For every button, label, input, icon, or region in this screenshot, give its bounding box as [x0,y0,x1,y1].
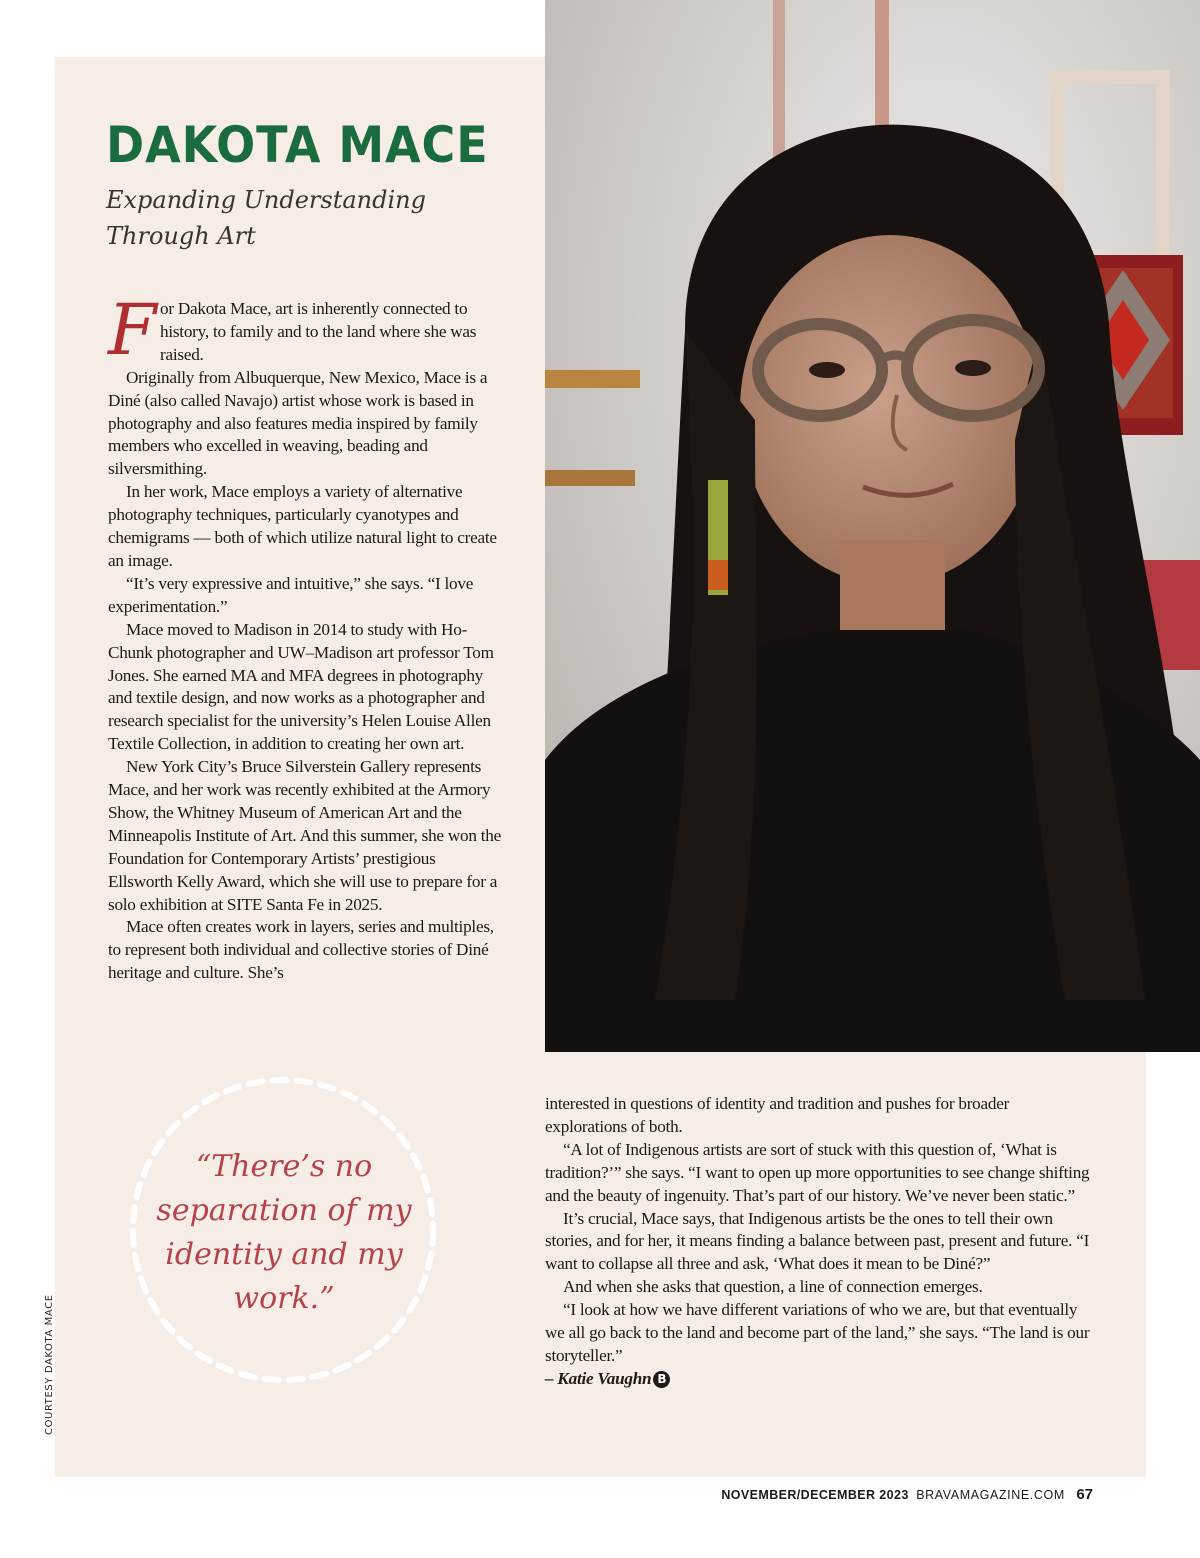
author-byline [545,1368,1090,1391]
page-footer [721,1486,1093,1503]
body-paragraph: “It’s very expressive and intuitive,” she says. “I love experimentation.” [108,573,474,616]
body-column-left [108,289,503,985]
page-number: 67 [1076,1486,1093,1503]
portrait-illustration [545,0,1200,1052]
body-column-right [545,1093,1090,1391]
portrait-photo [545,0,1200,1052]
body-paragraph: Mace moved to Madison in 2014 to study with Ho-Chunk photographer and UW–Madison art professor Tom Jones. She earned MA and MFA degrees in photography and textile design, and now works as a photographer and research specialist for the university’s Helen Louise Allen Textile Collection, in addition to creating her own art. [108,619,494,754]
byline-text: – Katie Vaughn [545,1368,652,1388]
body-paragraph: In her work, Mace employs a variety of alternative photography techniques, particularly cyanotypes and chemigrams — both of which utilize natural light to create an image. [108,482,497,570]
body-paragraph: “I look at how we have different variations of who we are, but that eventually we all go back to the land and become part of the land,” she says. “The land is our storyteller.” [545,1300,1090,1365]
body-paragraph: Originally from Albuquerque, New Mexico, Mace is a Diné (also called Navajo) artist whose work is based in photography and also features media inspired by family members who excelled in weaving, beading and silversmithing. [108,367,488,479]
body-paragraph: And when she asks that question, a line of connection emerges. [563,1277,983,1297]
end-mark-icon: B [653,1371,670,1388]
article-subtitle [106,182,486,254]
pull-quote: “There’s no separation of my identity and my work.” [156,1149,412,1316]
body-paragraph: interested in questions of identity and tradition and pushes for broader explorations of both. [545,1094,1010,1136]
photo-credit: COURTESY DAKOTA MACE [44,1294,55,1435]
drop-cap: F [108,289,157,371]
body-paragraph: It’s crucial, Mace says, that Indigenous artists be the ones to tell their own stories, and for her, it means finding a balance between past, present and future. “I want to collapse all three and ask, ‘What does it mean to be Diné?” [545,1208,1090,1274]
subtitle-line-2: Through Art [106,222,256,250]
body-paragraph: New York City’s Bruce Silverstein Gallery represents Mace, and her work was recently exhibited at the Armory Show, the Whitney Museum of American Art and the Minneapolis Institute of Art. And this summer, she won the Foundation for Contemporary Artists’ prestigious Ellsworth Kelly Award, which she will use to prepare for a solo exhibition at SITE Santa Fe in 2025. [108,757,501,914]
magazine-website: BRAVAMAGAZINE.COM [916,1488,1065,1502]
issue-date: NOVEMBER/DECEMBER 2023 [721,1488,909,1502]
subtitle-line-1: Expanding Understanding [106,186,426,214]
body-paragraph: “A lot of Indigenous artists are sort of stuck with this question of, ‘What is tradition?’” she says. “I want to open up more opportunities to see change shifting and the beauty of ingenuity. That’s part of our history. We’ve never been static.” [545,1139,1090,1205]
body-paragraph: Mace often creates work in layers, series and multiples, to represent both individual and collective stories of Diné heritage and culture. She’s [108,917,494,983]
body-paragraph [108,289,503,371]
article-title: DAKOTA MACE [106,116,489,174]
body-paragraph-text: or Dakota Mace, art is inherently connected to history, to family and to the land where she was raised. [160,299,477,364]
